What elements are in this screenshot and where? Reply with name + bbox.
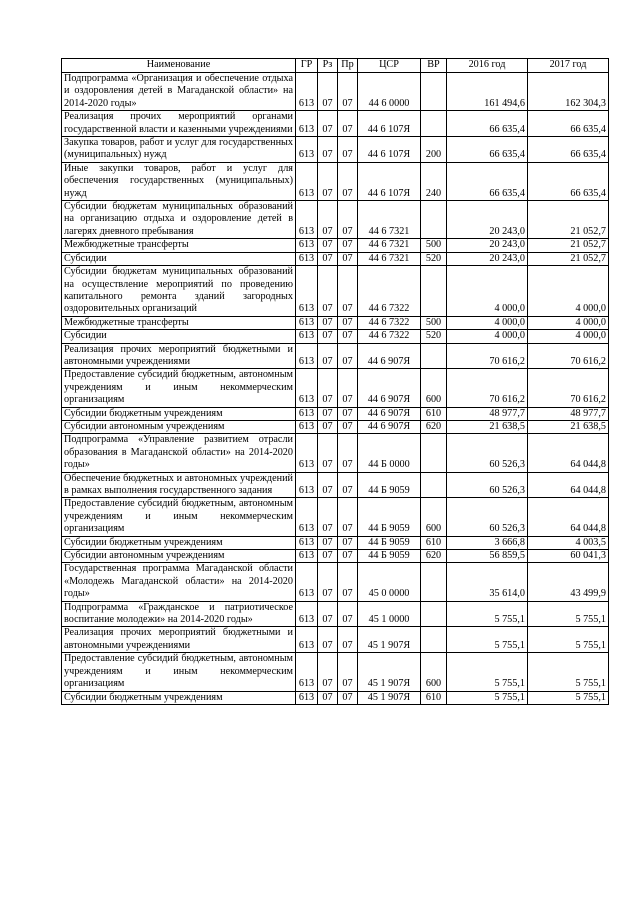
header-rz: Рз bbox=[318, 59, 338, 73]
row-value-2017: 4 000,0 bbox=[528, 316, 609, 329]
row-gr: 613 bbox=[296, 162, 318, 200]
table-row bbox=[62, 498, 609, 536]
row-value-2017: 64 044,8 bbox=[528, 434, 609, 472]
row-csr: 45 1 0000 bbox=[358, 601, 421, 627]
row-gr: 613 bbox=[296, 239, 318, 252]
row-value-2016: 5 755,1 bbox=[447, 653, 528, 691]
row-name: Предоставление субсидий бюджетным, автономным учреждениям и иным некоммерческим организациям bbox=[62, 369, 296, 407]
table-row bbox=[62, 137, 609, 163]
row-pr: 07 bbox=[338, 111, 358, 137]
row-csr: 45 0 0000 bbox=[358, 563, 421, 601]
row-vr: 520 bbox=[421, 252, 447, 265]
row-rz: 07 bbox=[318, 536, 338, 549]
row-vr bbox=[421, 472, 447, 498]
row-value-2016: 48 977,7 bbox=[447, 407, 528, 420]
row-rz: 07 bbox=[318, 239, 338, 252]
row-value-2016: 60 526,3 bbox=[447, 472, 528, 498]
row-value-2016: 66 635,4 bbox=[447, 162, 528, 200]
row-csr: 45 1 907Я bbox=[358, 627, 421, 653]
row-name: Субсидии автономным учреждениям bbox=[62, 420, 296, 433]
row-value-2016: 3 666,8 bbox=[447, 536, 528, 549]
row-pr: 07 bbox=[338, 330, 358, 343]
row-pr: 07 bbox=[338, 563, 358, 601]
row-rz: 07 bbox=[318, 162, 338, 200]
row-rz: 07 bbox=[318, 73, 338, 111]
row-csr: 44 Б 9059 bbox=[358, 498, 421, 536]
row-rz: 07 bbox=[318, 601, 338, 627]
row-name: Субсидии бюджетам муниципальных образований на осуществление мероприятий по проведению капитального ремонта зданий загородных оздоровительных организаций bbox=[62, 266, 296, 317]
row-vr bbox=[421, 111, 447, 137]
table-row bbox=[62, 369, 609, 407]
row-value-2017: 5 755,1 bbox=[528, 653, 609, 691]
row-value-2017: 66 635,4 bbox=[528, 111, 609, 137]
row-pr: 07 bbox=[338, 201, 358, 239]
row-gr: 613 bbox=[296, 536, 318, 549]
row-gr: 613 bbox=[296, 111, 318, 137]
table-row bbox=[62, 691, 609, 704]
row-vr: 240 bbox=[421, 162, 447, 200]
row-rz: 07 bbox=[318, 369, 338, 407]
row-name: Иные закупки товаров, работ и услуг для обеспечения государственных (муниципальных) нужд bbox=[62, 162, 296, 200]
row-name: Субсидии бюджетным учреждениям bbox=[62, 691, 296, 704]
row-rz: 07 bbox=[318, 653, 338, 691]
row-pr: 07 bbox=[338, 627, 358, 653]
row-value-2016: 35 614,0 bbox=[447, 563, 528, 601]
header-2016: 2016 год bbox=[447, 59, 528, 73]
row-vr: 610 bbox=[421, 691, 447, 704]
row-rz: 07 bbox=[318, 111, 338, 137]
row-value-2016: 4 000,0 bbox=[447, 330, 528, 343]
row-value-2017: 4 003,5 bbox=[528, 536, 609, 549]
row-value-2017: 66 635,4 bbox=[528, 162, 609, 200]
row-gr: 613 bbox=[296, 498, 318, 536]
row-gr: 613 bbox=[296, 369, 318, 407]
row-value-2016: 5 755,1 bbox=[447, 627, 528, 653]
row-gr: 613 bbox=[296, 343, 318, 369]
row-gr: 613 bbox=[296, 266, 318, 317]
header-row bbox=[62, 59, 609, 73]
row-value-2016: 66 635,4 bbox=[447, 111, 528, 137]
table-row bbox=[62, 266, 609, 317]
row-vr: 520 bbox=[421, 330, 447, 343]
row-pr: 07 bbox=[338, 407, 358, 420]
row-name: Подпрограмма «Организация и обеспечение отдыха и оздоровления детей в Магаданской области» на 2014-2020 годы» bbox=[62, 73, 296, 111]
row-csr: 44 6 907Я bbox=[358, 343, 421, 369]
row-pr: 07 bbox=[338, 252, 358, 265]
row-csr: 44 Б 0000 bbox=[358, 434, 421, 472]
row-rz: 07 bbox=[318, 434, 338, 472]
row-csr: 44 6 107Я bbox=[358, 111, 421, 137]
table-row bbox=[62, 111, 609, 137]
row-gr: 613 bbox=[296, 201, 318, 239]
row-value-2016: 70 616,2 bbox=[447, 343, 528, 369]
row-gr: 613 bbox=[296, 691, 318, 704]
row-csr: 44 6 7321 bbox=[358, 252, 421, 265]
row-pr: 07 bbox=[338, 498, 358, 536]
row-pr: 07 bbox=[338, 369, 358, 407]
row-gr: 613 bbox=[296, 330, 318, 343]
row-csr: 44 6 7321 bbox=[358, 239, 421, 252]
row-rz: 07 bbox=[318, 472, 338, 498]
row-pr: 07 bbox=[338, 691, 358, 704]
row-value-2016: 4 000,0 bbox=[447, 266, 528, 317]
table-row bbox=[62, 73, 609, 111]
header-pr: Пр bbox=[338, 59, 358, 73]
row-name: Субсидии bbox=[62, 330, 296, 343]
row-rz: 07 bbox=[318, 420, 338, 433]
row-csr: 44 6 907Я bbox=[358, 407, 421, 420]
row-rz: 07 bbox=[318, 316, 338, 329]
row-vr: 600 bbox=[421, 369, 447, 407]
table-row bbox=[62, 407, 609, 420]
row-rz: 07 bbox=[318, 691, 338, 704]
table-row bbox=[62, 627, 609, 653]
row-csr: 44 6 107Я bbox=[358, 137, 421, 163]
row-vr bbox=[421, 601, 447, 627]
row-vr bbox=[421, 73, 447, 111]
header-vr: ВР bbox=[421, 59, 447, 73]
row-name: Субсидии бюджетным учреждениям bbox=[62, 407, 296, 420]
row-gr: 613 bbox=[296, 316, 318, 329]
row-pr: 07 bbox=[338, 434, 358, 472]
row-gr: 613 bbox=[296, 407, 318, 420]
row-name: Обеспечение бюджетных и автономных учреждений в рамках выполнения государственного задания bbox=[62, 472, 296, 498]
row-csr: 45 1 907Я bbox=[358, 653, 421, 691]
row-name: Подпрограмма «Гражданское и патриотическое воспитание молодежи» на 2014-2020 годы» bbox=[62, 601, 296, 627]
header-name: Наименование bbox=[62, 59, 296, 73]
row-rz: 07 bbox=[318, 330, 338, 343]
row-value-2017: 66 635,4 bbox=[528, 137, 609, 163]
table-row bbox=[62, 343, 609, 369]
row-value-2016: 5 755,1 bbox=[447, 601, 528, 627]
row-name: Субсидии бюджетам муниципальных образований на организацию отдыха и оздоровление детей в лагерях дневного пребывания bbox=[62, 201, 296, 239]
row-value-2017: 21 052,7 bbox=[528, 252, 609, 265]
row-gr: 613 bbox=[296, 137, 318, 163]
row-gr: 613 bbox=[296, 601, 318, 627]
row-csr: 44 Б 9059 bbox=[358, 536, 421, 549]
row-vr bbox=[421, 343, 447, 369]
table-row bbox=[62, 162, 609, 200]
row-value-2017: 21 638,5 bbox=[528, 420, 609, 433]
table-row bbox=[62, 563, 609, 601]
row-name: Подпрограмма «Управление развитием отрасли образования в Магаданской области» на 2014-2020 годы» bbox=[62, 434, 296, 472]
row-value-2017: 48 977,7 bbox=[528, 407, 609, 420]
row-pr: 07 bbox=[338, 316, 358, 329]
table-row bbox=[62, 472, 609, 498]
row-value-2017: 60 041,3 bbox=[528, 550, 609, 563]
row-vr bbox=[421, 434, 447, 472]
row-name: Закупка товаров, работ и услуг для государственных (муниципальных) нужд bbox=[62, 137, 296, 163]
row-pr: 07 bbox=[338, 266, 358, 317]
row-pr: 07 bbox=[338, 601, 358, 627]
row-pr: 07 bbox=[338, 550, 358, 563]
row-vr: 620 bbox=[421, 420, 447, 433]
row-vr: 600 bbox=[421, 498, 447, 536]
row-value-2016: 60 526,3 bbox=[447, 434, 528, 472]
row-value-2016: 21 638,5 bbox=[447, 420, 528, 433]
row-name: Субсидии бюджетным учреждениям bbox=[62, 536, 296, 549]
row-value-2017: 70 616,2 bbox=[528, 343, 609, 369]
row-value-2016: 56 859,5 bbox=[447, 550, 528, 563]
row-csr: 44 6 0000 bbox=[358, 73, 421, 111]
row-csr: 44 6 7322 bbox=[358, 330, 421, 343]
row-value-2016: 60 526,3 bbox=[447, 498, 528, 536]
row-rz: 07 bbox=[318, 498, 338, 536]
row-pr: 07 bbox=[338, 653, 358, 691]
row-pr: 07 bbox=[338, 73, 358, 111]
row-vr bbox=[421, 627, 447, 653]
row-gr: 613 bbox=[296, 252, 318, 265]
table-row bbox=[62, 420, 609, 433]
row-gr: 613 bbox=[296, 627, 318, 653]
row-value-2017: 4 000,0 bbox=[528, 266, 609, 317]
table-row bbox=[62, 536, 609, 549]
row-pr: 07 bbox=[338, 343, 358, 369]
row-name: Государственная программа Магаданской области «Молодежь Магаданской области» на 2014-2020 годы» bbox=[62, 563, 296, 601]
row-value-2017: 162 304,3 bbox=[528, 73, 609, 111]
row-vr: 620 bbox=[421, 550, 447, 563]
row-value-2016: 20 243,0 bbox=[447, 201, 528, 239]
row-pr: 07 bbox=[338, 239, 358, 252]
row-vr: 200 bbox=[421, 137, 447, 163]
row-rz: 07 bbox=[318, 201, 338, 239]
row-pr: 07 bbox=[338, 137, 358, 163]
row-name: Субсидии bbox=[62, 252, 296, 265]
row-name: Реализация прочих мероприятий бюджетными и автономными учреждениями bbox=[62, 343, 296, 369]
row-gr: 613 bbox=[296, 73, 318, 111]
row-csr: 44 6 907Я bbox=[358, 420, 421, 433]
row-name: Предоставление субсидий бюджетным, автономным учреждениям и иным некоммерческим организациям bbox=[62, 653, 296, 691]
row-value-2017: 5 755,1 bbox=[528, 627, 609, 653]
table-row bbox=[62, 316, 609, 329]
budget-table bbox=[61, 58, 609, 705]
row-value-2017: 70 616,2 bbox=[528, 369, 609, 407]
row-name: Межбюджетные трансферты bbox=[62, 316, 296, 329]
row-pr: 07 bbox=[338, 162, 358, 200]
row-rz: 07 bbox=[318, 407, 338, 420]
row-value-2017: 64 044,8 bbox=[528, 472, 609, 498]
row-vr: 600 bbox=[421, 653, 447, 691]
row-pr: 07 bbox=[338, 472, 358, 498]
header-2017: 2017 год bbox=[528, 59, 609, 73]
row-rz: 07 bbox=[318, 252, 338, 265]
row-csr: 45 1 907Я bbox=[358, 691, 421, 704]
header-gr: ГР bbox=[296, 59, 318, 73]
row-value-2016: 5 755,1 bbox=[447, 691, 528, 704]
table-row bbox=[62, 252, 609, 265]
row-rz: 07 bbox=[318, 266, 338, 317]
row-value-2017: 64 044,8 bbox=[528, 498, 609, 536]
row-csr: 44 6 107Я bbox=[358, 162, 421, 200]
table-row bbox=[62, 653, 609, 691]
table-row bbox=[62, 550, 609, 563]
row-value-2016: 70 616,2 bbox=[447, 369, 528, 407]
row-name: Реализация прочих мероприятий бюджетными и автономными учреждениями bbox=[62, 627, 296, 653]
row-pr: 07 bbox=[338, 420, 358, 433]
row-name: Субсидии автономным учреждениям bbox=[62, 550, 296, 563]
row-gr: 613 bbox=[296, 472, 318, 498]
row-gr: 613 bbox=[296, 550, 318, 563]
row-vr: 500 bbox=[421, 239, 447, 252]
row-csr: 44 Б 9059 bbox=[358, 550, 421, 563]
row-value-2016: 161 494,6 bbox=[447, 73, 528, 111]
row-value-2016: 66 635,4 bbox=[447, 137, 528, 163]
row-gr: 613 bbox=[296, 563, 318, 601]
row-vr: 610 bbox=[421, 536, 447, 549]
row-rz: 07 bbox=[318, 627, 338, 653]
row-csr: 44 6 907Я bbox=[358, 369, 421, 407]
table-row bbox=[62, 601, 609, 627]
table-row bbox=[62, 330, 609, 343]
row-csr: 44 Б 9059 bbox=[358, 472, 421, 498]
row-value-2017: 43 499,9 bbox=[528, 563, 609, 601]
row-value-2017: 21 052,7 bbox=[528, 239, 609, 252]
row-rz: 07 bbox=[318, 343, 338, 369]
table-row bbox=[62, 201, 609, 239]
row-value-2017: 4 000,0 bbox=[528, 330, 609, 343]
row-gr: 613 bbox=[296, 434, 318, 472]
row-csr: 44 6 7321 bbox=[358, 201, 421, 239]
row-vr bbox=[421, 201, 447, 239]
row-vr: 500 bbox=[421, 316, 447, 329]
table-row bbox=[62, 239, 609, 252]
row-name: Предоставление субсидий бюджетным, автономным учреждениям и иным некоммерческим организациям bbox=[62, 498, 296, 536]
row-rz: 07 bbox=[318, 563, 338, 601]
table-body bbox=[62, 73, 609, 705]
row-value-2017: 5 755,1 bbox=[528, 691, 609, 704]
row-name: Реализация прочих мероприятий органами государственной власти и казенными учреждениями bbox=[62, 111, 296, 137]
row-value-2017: 5 755,1 bbox=[528, 601, 609, 627]
row-rz: 07 bbox=[318, 137, 338, 163]
row-vr bbox=[421, 266, 447, 317]
row-vr: 610 bbox=[421, 407, 447, 420]
row-rz: 07 bbox=[318, 550, 338, 563]
row-value-2016: 20 243,0 bbox=[447, 239, 528, 252]
row-vr bbox=[421, 563, 447, 601]
row-csr: 44 6 7322 bbox=[358, 266, 421, 317]
row-gr: 613 bbox=[296, 653, 318, 691]
row-value-2016: 4 000,0 bbox=[447, 316, 528, 329]
row-pr: 07 bbox=[338, 536, 358, 549]
row-value-2017: 21 052,7 bbox=[528, 201, 609, 239]
table-row bbox=[62, 434, 609, 472]
header-csr: ЦСР bbox=[358, 59, 421, 73]
row-name: Межбюджетные трансферты bbox=[62, 239, 296, 252]
row-gr: 613 bbox=[296, 420, 318, 433]
row-value-2016: 20 243,0 bbox=[447, 252, 528, 265]
row-csr: 44 6 7322 bbox=[358, 316, 421, 329]
